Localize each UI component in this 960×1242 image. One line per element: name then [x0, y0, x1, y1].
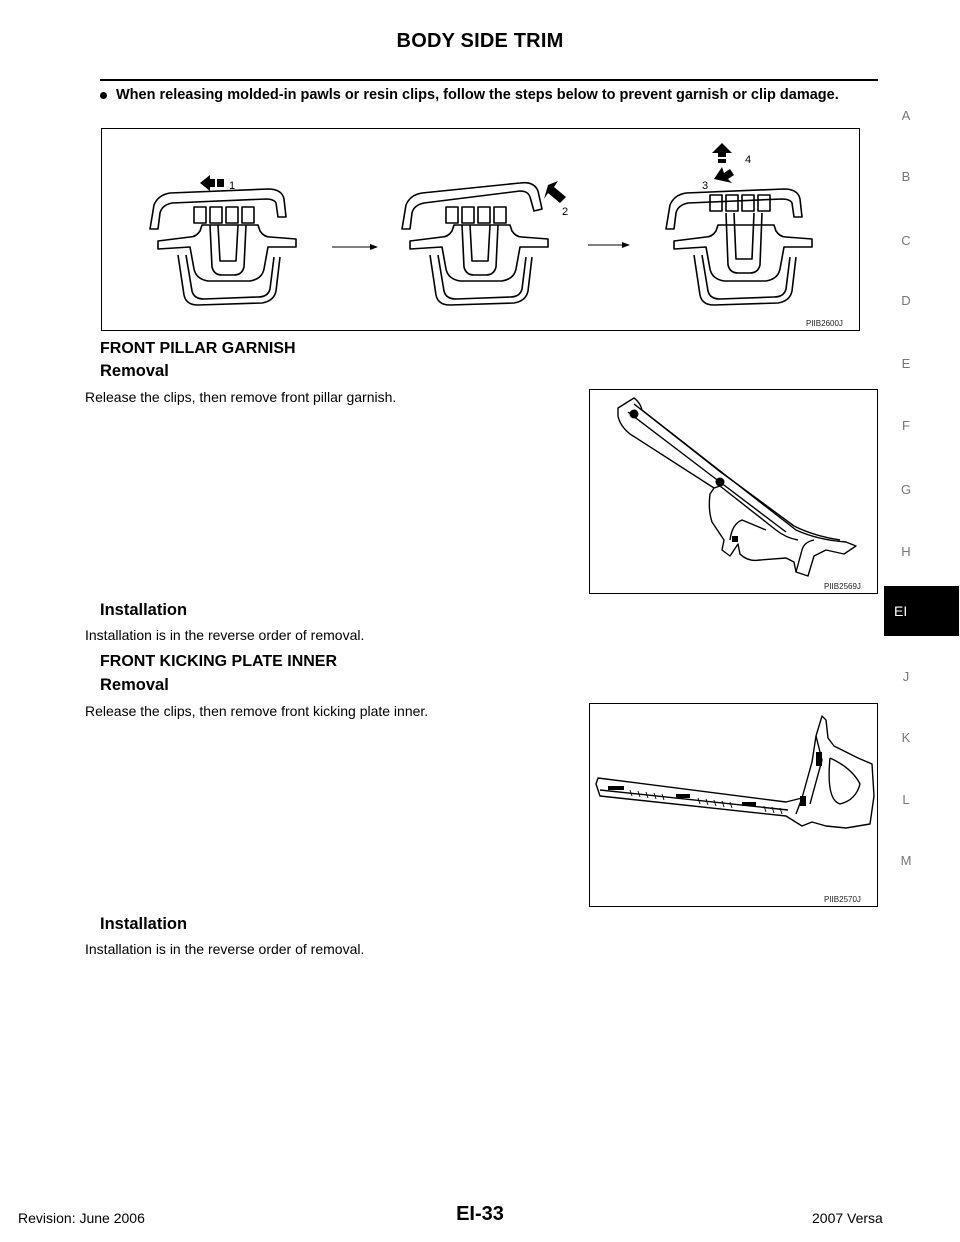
header-rule	[100, 79, 878, 81]
index-letter-m[interactable]: M	[900, 853, 912, 868]
subheading-removal: Removal	[100, 362, 169, 380]
figure-front-pillar-garnish	[589, 389, 878, 594]
footer-revision: Revision: June 2006	[18, 1210, 145, 1226]
index-letter-e[interactable]: E	[901, 356, 911, 371]
index-letter-d[interactable]: D	[901, 293, 911, 308]
index-letter-a[interactable]: A	[901, 108, 911, 123]
step-arrow-1-icon	[200, 175, 224, 191]
step-arrow-3-icon	[714, 167, 734, 183]
step-arrow-2-icon	[544, 181, 566, 203]
removal-text: Release the clips, then remove front kicking plate inner.	[85, 703, 429, 719]
clip-point-base-icon	[732, 536, 738, 542]
footer-model: 2007 Versa	[812, 1210, 883, 1226]
clip-steps-illustration	[102, 129, 858, 329]
figure-clip-removal-steps	[101, 128, 860, 331]
clip-slot-3-icon	[742, 802, 756, 806]
clip-point-upper-icon	[630, 410, 639, 419]
subheading-removal: Removal	[100, 676, 169, 694]
figure-code: PIIB2570J	[824, 895, 861, 904]
kicking-plate-illustration	[590, 704, 876, 905]
figure-code: PIIB2600J	[806, 319, 843, 328]
figure-code: PIIB2569J	[824, 582, 861, 591]
section-heading-front-kicking-plate: FRONT KICKING PLATE INNER	[100, 653, 338, 670]
clip-slot-2-icon	[676, 794, 690, 798]
installation-text: Installation is in the reverse order of removal.	[85, 627, 365, 643]
subheading-installation: Installation	[100, 601, 188, 619]
bullet-dot-icon	[100, 92, 107, 99]
figure-front-kicking-plate	[589, 703, 878, 907]
step-label-1: 1	[229, 180, 236, 192]
installation-text: Installation is in the reverse order of removal.	[85, 941, 365, 957]
index-letter-h[interactable]: H	[901, 544, 911, 559]
step-label-4: 4	[745, 154, 752, 166]
clip-slot-5-icon	[816, 752, 822, 766]
index-letter-g[interactable]: G	[900, 482, 912, 497]
clip-point-lower-icon	[716, 478, 725, 487]
pillar-garnish-illustration	[590, 390, 876, 592]
clip-slot-4-icon	[800, 796, 806, 806]
index-letter-k[interactable]: K	[901, 730, 911, 745]
clip-drawing-2	[402, 183, 548, 305]
clip-slot-1-icon	[608, 786, 624, 790]
clip-drawing-1	[150, 189, 296, 305]
footer-page-number: EI-33	[456, 1203, 504, 1225]
step-label-3: 3	[702, 180, 709, 192]
index-letter-b[interactable]: B	[901, 169, 911, 184]
index-letter-f[interactable]: F	[902, 418, 910, 433]
page-title: BODY SIDE TRIM	[396, 30, 564, 52]
index-letter-c[interactable]: C	[901, 233, 911, 248]
clip-drawing-3	[666, 189, 812, 305]
subheading-installation: Installation	[100, 915, 188, 933]
index-letter-l[interactable]: L	[902, 792, 910, 807]
step-label-2: 2	[562, 206, 569, 218]
note-bullet	[100, 86, 880, 105]
note-text: When releasing molded-in pawls or resin clips, follow the steps below to prevent garnish or clip damage.	[116, 87, 839, 103]
section-heading-front-pillar: FRONT PILLAR GARNISH	[100, 340, 296, 357]
index-tab-ei-active[interactable]: EI	[884, 586, 959, 636]
index-letter-j[interactable]: J	[902, 669, 910, 684]
step-arrow-4-icon	[712, 143, 732, 163]
removal-text: Release the clips, then remove front pillar garnish.	[85, 389, 397, 405]
